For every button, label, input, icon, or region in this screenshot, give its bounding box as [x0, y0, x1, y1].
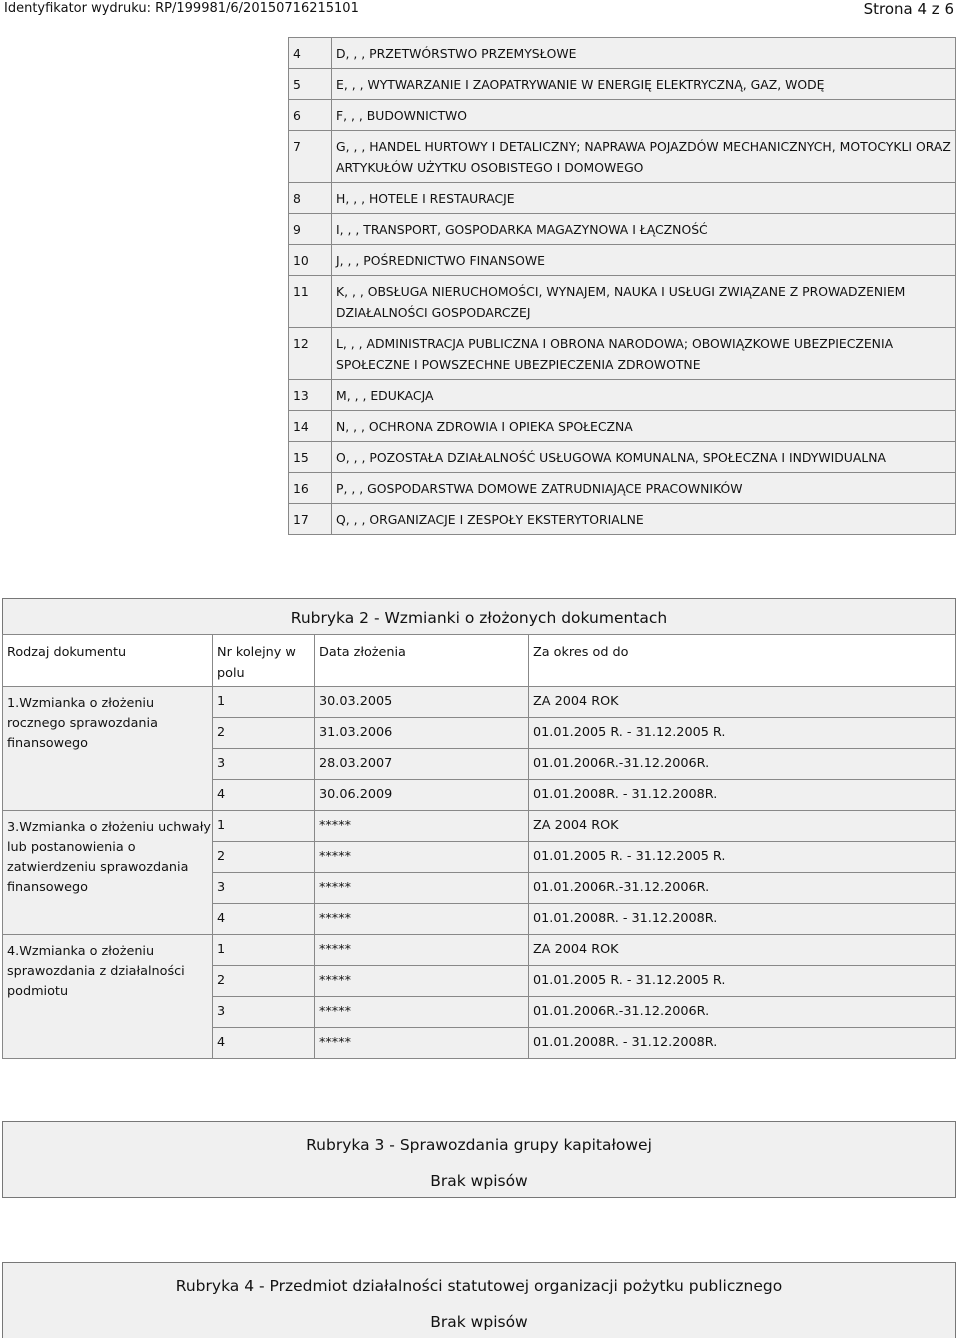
document-date: *****: [315, 966, 529, 997]
pkd-row-text: Q, , , ORGANIZACJE I ZESPOŁY EKSTERYTORIALNE: [332, 504, 956, 535]
pkd-row-number: 9: [289, 214, 332, 245]
pkd-row-text: P, , , GOSPODARSTWA DOMOWE ZATRUDNIAJĄCE PRACOWNIKÓW: [332, 473, 956, 504]
document-period: 01.01.2008R. - 31.12.2008R.: [529, 904, 956, 935]
document-date: 30.03.2005: [315, 687, 529, 718]
pkd-row-text: J, , , POŚREDNICTWO FINANSOWE: [332, 245, 956, 276]
document-nr: 4: [213, 904, 315, 935]
document-nr: 3: [213, 997, 315, 1028]
pkd-row-number: 15: [289, 442, 332, 473]
pkd-row-number: 5: [289, 69, 332, 100]
header-rodzaj: Rodzaj dokumentu: [3, 635, 213, 687]
document-date: *****: [315, 997, 529, 1028]
pkd-row: [289, 380, 956, 411]
rubryka-3-empty: Brak wpisów: [430, 1172, 528, 1190]
document-nr: 1: [213, 687, 315, 718]
document-nr: 3: [213, 749, 315, 780]
pkd-row-text: E, , , WYTWARZANIE I ZAOPATRYWANIE W ENERGIĘ ELEKTRYCZNĄ, GAZ, WODĘ: [332, 69, 956, 100]
pkd-row-text: H, , , HOTELE I RESTAURACJE: [332, 183, 956, 214]
pkd-row: [289, 328, 956, 380]
document-date: *****: [315, 811, 529, 842]
pkd-row: [289, 442, 956, 473]
header-nr: Nr kolejny w polu: [213, 635, 315, 687]
document-period: 01.01.2006R.-31.12.2006R.: [529, 749, 956, 780]
pkd-row: [289, 100, 956, 131]
pkd-row: [289, 473, 956, 504]
document-period: ZA 2004 ROK: [529, 811, 956, 842]
pkd-row-number: 16: [289, 473, 332, 504]
document-date: *****: [315, 842, 529, 873]
pkd-row-text: K, , , OBSŁUGA NIERUCHOMOŚCI, WYNAJEM, NAUKA I USŁUGI ZWIĄZANE Z PROWADZENIEM DZIAŁALNOŚCI GOSPODARCZEJ: [332, 276, 956, 328]
document-nr: 4: [213, 780, 315, 811]
document-nr: 1: [213, 811, 315, 842]
document-date: *****: [315, 1028, 529, 1059]
document-nr: 2: [213, 842, 315, 873]
pkd-row-number: 13: [289, 380, 332, 411]
document-date: 31.03.2006: [315, 718, 529, 749]
rubryka-2: [2, 598, 956, 1054]
pkd-row: [289, 245, 956, 276]
rubryka-4: [2, 1262, 956, 1338]
page-number: Strona 4 z 6: [863, 0, 954, 18]
document-nr: 2: [213, 718, 315, 749]
pkd-row-text: I, , , TRANSPORT, GOSPODARKA MAGAZYNOWA I ŁĄCZNOŚĆ: [332, 214, 956, 245]
document-type: 1.Wzmianka o złożeniu rocznego sprawozdania finansowego: [3, 687, 213, 811]
header-okres: Za okres od do: [529, 635, 956, 687]
pkd-row-text: G, , , HANDEL HURTOWY I DETALICZNY; NAPRAWA POJAZDÓW MECHANICZNYCH, MOTOCYKLI ORAZ ARTYKUŁÓW UŻYTKU OSOBISTEGO I DOMOWEGO: [332, 131, 956, 183]
rubryka-4-title: Rubryka 4 - Przedmiot działalności statutowej organizacji pożytku publicznego: [175, 1277, 783, 1295]
pkd-row-text: L, , , ADMINISTRACJA PUBLICZNA I OBRONA NARODOWA; OBOWIĄZKOWE UBEZPIECZENIA SPOŁECZNE I POWSZECHNE UBEZPIECZENIA ZDROWOTNE: [332, 328, 956, 380]
rubryka-4-empty: Brak wpisów: [430, 1313, 528, 1331]
pkd-row: [289, 38, 956, 69]
pkd-row-number: 14: [289, 411, 332, 442]
pkd-row: [289, 69, 956, 100]
pkd-row: [289, 131, 956, 183]
pkd-table: [288, 37, 956, 535]
pkd-row: [289, 183, 956, 214]
pkd-row: [289, 276, 956, 328]
documents-header-row: [3, 635, 956, 687]
document-type: 3.Wzmianka o złożeniu uchwały lub postanowienia o zatwierdzeniu sprawozdania finansowego: [3, 811, 213, 935]
document-period: 01.01.2006R.-31.12.2006R.: [529, 997, 956, 1028]
pkd-row-text: M, , , EDUKACJA: [332, 380, 956, 411]
document-row: [3, 811, 956, 842]
pkd-row-number: 10: [289, 245, 332, 276]
document-nr: 2: [213, 966, 315, 997]
pkd-row-text: F, , , BUDOWNICTWO: [332, 100, 956, 131]
document-period: 01.01.2005 R. - 31.12.2005 R.: [529, 842, 956, 873]
documents-table: [2, 634, 956, 1059]
pkd-row-number: 11: [289, 276, 332, 328]
pkd-row-text: D, , , PRZETWÓRSTWO PRZEMYSŁOWE: [332, 38, 956, 69]
document-nr: 4: [213, 1028, 315, 1059]
document-row: [3, 687, 956, 718]
document-date: 30.06.2009: [315, 780, 529, 811]
document-nr: 3: [213, 873, 315, 904]
pkd-row: [289, 411, 956, 442]
document-period: 01.01.2006R.-31.12.2006R.: [529, 873, 956, 904]
pkd-row-number: 8: [289, 183, 332, 214]
document-period: 01.01.2005 R. - 31.12.2005 R.: [529, 966, 956, 997]
document-row: [3, 935, 956, 966]
pkd-row-number: 12: [289, 328, 332, 380]
document-date: *****: [315, 935, 529, 966]
rubryka-2-title-bar: [2, 598, 956, 636]
pkd-row-number: 17: [289, 504, 332, 535]
pkd-row-text: N, , , OCHRONA ZDROWIA I OPIEKA SPOŁECZNA: [332, 411, 956, 442]
document-date: 28.03.2007: [315, 749, 529, 780]
pkd-row-number: 6: [289, 100, 332, 131]
pkd-row-text: O, , , POZOSTAŁA DZIAŁALNOŚĆ USŁUGOWA KOMUNALNA, SPOŁECZNA I INDYWIDUALNA: [332, 442, 956, 473]
document-period: ZA 2004 ROK: [529, 935, 956, 966]
document-type: 4.Wzmianka o złożeniu sprawozdania z działalności podmiotu: [3, 935, 213, 1059]
document-nr: 1: [213, 935, 315, 966]
document-period: 01.01.2005 R. - 31.12.2005 R.: [529, 718, 956, 749]
rubryka-3: [2, 1121, 956, 1198]
pkd-row-number: 7: [289, 131, 332, 183]
header-data: Data złożenia: [315, 635, 529, 687]
page-header: [0, 0, 960, 18]
pkd-row-number: 4: [289, 38, 332, 69]
document-period: ZA 2004 ROK: [529, 687, 956, 718]
document-period: 01.01.2008R. - 31.12.2008R.: [529, 780, 956, 811]
print-identifier: Identyfikator wydruku: RP/199981/6/20150716215101: [4, 1, 359, 16]
rubryka-2-title: Rubryka 2 - Wzmianki o złożonych dokumentach: [290, 609, 668, 627]
document-date: *****: [315, 904, 529, 935]
pkd-row: [289, 504, 956, 535]
rubryka-3-title: Rubryka 3 - Sprawozdania grupy kapitałowej: [306, 1136, 652, 1154]
document-period: 01.01.2008R. - 31.12.2008R.: [529, 1028, 956, 1059]
pkd-row: [289, 214, 956, 245]
document-date: *****: [315, 873, 529, 904]
